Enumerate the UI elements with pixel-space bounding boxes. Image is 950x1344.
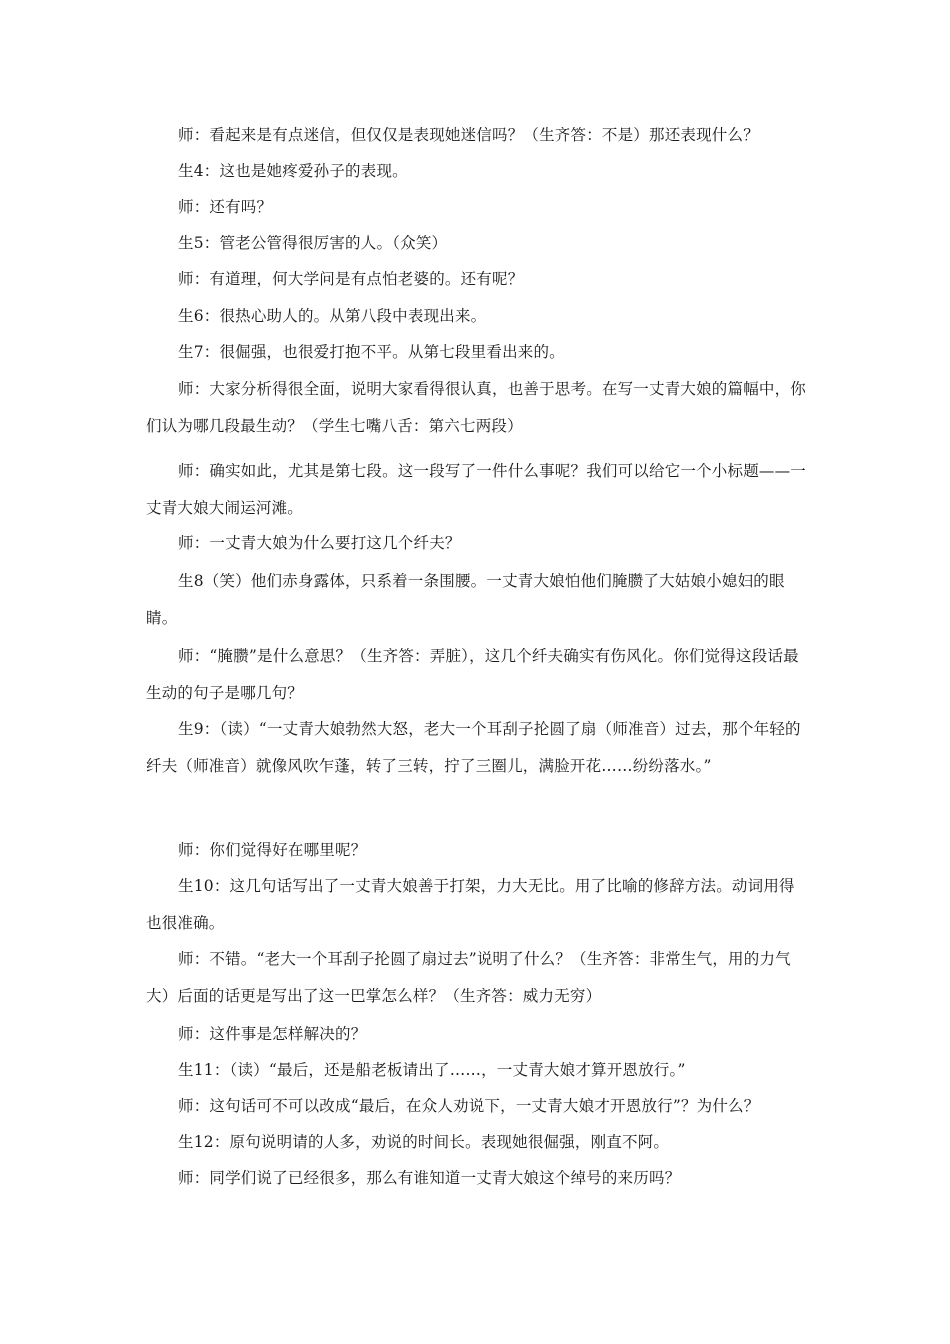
paragraph-8: 师：大家分析得很全面，说明大家看得很认真，也善于思考。在写一丈青大娘的篇幅中，你们认为哪几段最生动？（学生七嘴八舌：第六七两段） (146, 380, 807, 435)
paragraph-10: 师：一丈青大娘为什么要打这几个纤夫？ (178, 534, 461, 552)
paragraph-21: 师：同学们说了已经很多，那么有谁知道一丈青大娘这个绰号的来历吗？ (178, 1169, 681, 1187)
paragraph-11: 生8（笑）他们赤身露体，只系着一条围腰。一丈青大娘怕他们腌臜了大姑娘小媳妇的眼睛。 (146, 572, 785, 627)
paragraph-20: 生12：原句说明请的人多，劝说的时间长。表现她很倔强，刚直不阿。 (178, 1133, 670, 1151)
paragraph-5: 师：有道理，何大学问是有点怕老婆的。还有呢？ (178, 270, 524, 288)
paragraph-14: 师：你们觉得好在哪里呢？ (178, 841, 367, 859)
paragraph-1: 师：看起来是有点迷信，但仅仅是表现她迷信吗？（生齐答：不是）那还表现什么？ (178, 126, 759, 144)
paragraph-15: 生10：这几句话写出了一丈青大娘善于打架，力大无比。用了比喻的修辞方法。动词用得也很准确。 (146, 877, 795, 932)
paragraph-9: 师：确实如此，尤其是第七段。这一段写了一件什么事呢？我们可以给它一个小标题——一丈青大娘大闹运河滩。 (146, 462, 807, 517)
paragraph-12: 师：“腌臜”是什么意思？（生齐答：弄脏），这几个纤夫确实有伤风化。你们觉得这段话最生动的句子是哪几句？ (146, 647, 799, 702)
paragraph-2: 生4：这也是她疼爱孙子的表现。 (178, 162, 408, 180)
paragraph-6: 生6：很热心助人的。从第八段中表现出来。 (178, 307, 487, 325)
paragraph-13: 生9：（读）“一丈青大娘勃然大怒，老大一个耳刮子抡圆了扇（师准音）过去，那个年轻的纤夫（师准音）就像风吹乍蓬，转了三转，拧了三圈儿，满脸开花……纷纷落水。” (146, 720, 801, 775)
paragraph-3: 师：还有吗？ (178, 198, 273, 216)
paragraph-18: 生11：（读）“最后，还是船老板请出了……，一丈青大娘才算开恩放行。” (178, 1061, 686, 1079)
paragraph-19: 师：这句话可不可以改成“最后，在众人劝说下，一丈青大娘才开恩放行”？为什么？ (178, 1097, 760, 1115)
paragraph-7: 生7：很倔强，也很爱打抱不平。从第七段里看出来的。 (178, 343, 565, 361)
paragraph-17: 师：这件事是怎样解决的？ (178, 1025, 367, 1043)
paragraph-16: 师：不错。“老大一个耳刮子抡圆了扇过去”说明了什么？（生齐答：非常生气，用的力气大）后面的话更是写出了这一巴掌怎么样？（生齐答：威力无穷） (146, 950, 791, 1005)
paragraph-4: 生5：管老公管得很厉害的人。（众笑） (178, 234, 448, 252)
